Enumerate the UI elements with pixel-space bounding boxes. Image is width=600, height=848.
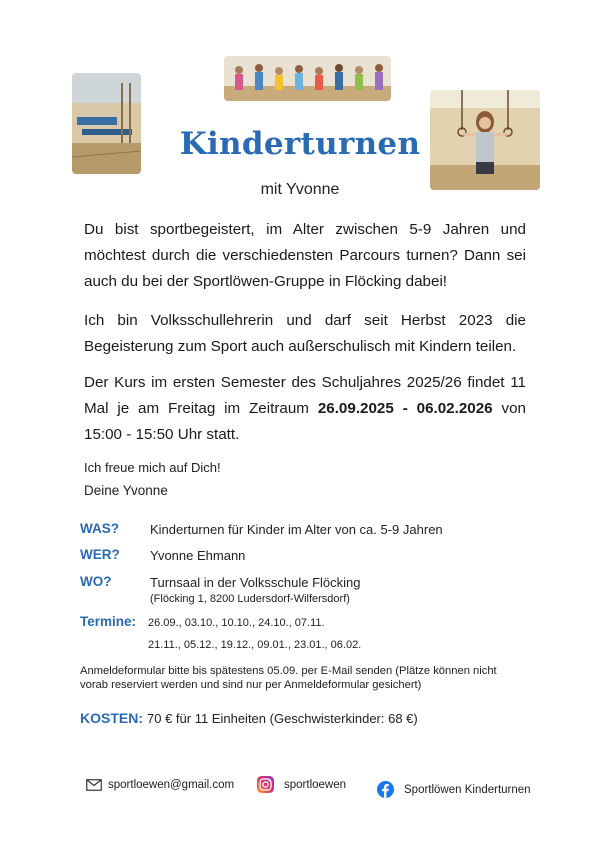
course-text-end: von 15:00 - 15:50 Uhr statt.: [84, 400, 526, 443]
termine-label: Termine:: [80, 614, 137, 629]
registration-line2: vorab reserviert werden und sind nur per Anmeldeformular gesichert): [80, 679, 422, 691]
footer-email[interactable]: [86, 779, 234, 791]
greeting-text: Ich freue mich auf Dich!: [84, 460, 221, 475]
was-label: WAS?: [80, 521, 119, 536]
instagram-icon: [257, 776, 274, 793]
termine-dates-line2: 21.11., 05.12., 19.12., 09.01., 23.01., 06.02.: [148, 639, 362, 651]
signature-text: Deine Yvonne: [84, 483, 168, 498]
was-value: Kinderturnen für Kinder im Alter von ca. 5-9 Jahren: [150, 522, 443, 537]
registration-note: [80, 664, 540, 692]
children-group-image: [224, 56, 391, 101]
course-dates: 26.09.2025 - 06.02.2026: [317, 400, 493, 417]
course-text-start: Der Kurs im ersten Semester des Schuljahres 2025/26 findet 11 Mal je am Freitag im Zeitraum: [84, 374, 526, 417]
facebook-page-name[interactable]: Sportlöwen Kinderturnen: [404, 783, 531, 796]
page-title: Kinderturnen: [179, 126, 421, 162]
termine-dates-line1: 26.09., 03.10., 10.10., 24.10., 07.11.: [148, 617, 325, 629]
registration-line1: Anmeldeformular bitte bis spätestens 05.09. per E-Mail senden (Plätze können nicht: [80, 665, 497, 677]
page-subtitle: mit Yvonne: [260, 181, 340, 198]
teacher-paragraph: Ich bin Volksschullehrerin und darf seit Herbst 2023 die Begeisterung zum Sport auch außerschulisch mit Kindern teilen.: [84, 312, 526, 355]
wo-address: (Flöcking 1, 8200 Ludersdorf-Wilfersdorf): [150, 593, 350, 605]
costs-label: KOSTEN:: [80, 710, 143, 726]
email-address[interactable]: sportloewen@gmail.com: [108, 779, 235, 791]
course-paragraph: [84, 370, 526, 448]
wo-label: WO?: [80, 574, 112, 589]
mail-icon: [86, 779, 102, 791]
wer-value: Yvonne Ehmann: [150, 548, 246, 563]
intro-paragraph: Du bist sportbegeistert, im Alter zwischen 5-9 Jahren und möchtest durch die verschiedensten Parcours turnen? Dann sei auch du bei der Sportlöwen-Gruppe in Flöcking dabei!: [84, 221, 526, 290]
instagram-handle[interactable]: sportloewen: [284, 778, 347, 791]
wo-value: Turnsaal in der Volksschule Flöcking: [150, 575, 361, 590]
facebook-icon: [377, 781, 394, 798]
footer-facebook[interactable]: [377, 781, 531, 798]
wer-label: WER?: [80, 547, 120, 562]
children-group-photo: [224, 56, 391, 101]
footer-instagram[interactable]: [257, 776, 346, 793]
costs-value: 70 € für 11 Einheiten (Geschwisterkinder: 68 €): [147, 711, 418, 726]
